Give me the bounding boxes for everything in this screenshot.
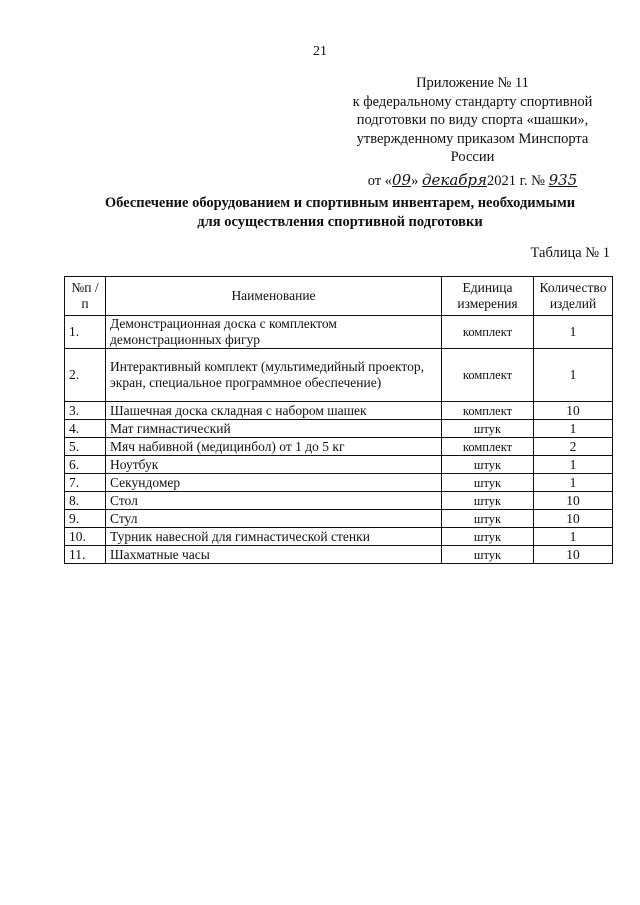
row-num: 6.: [65, 456, 106, 474]
table-row: [65, 474, 613, 492]
row-unit: штук: [442, 492, 534, 510]
row-qty: 10: [534, 402, 613, 420]
table-row: [65, 492, 613, 510]
date-year: 2021 г. №: [486, 172, 549, 189]
header-name: Наименование: [106, 277, 442, 316]
table-row: [65, 528, 613, 546]
table-row: [65, 316, 613, 349]
row-name: Секундомер: [106, 474, 442, 492]
date-prefix: от «: [367, 172, 393, 189]
row-qty: 1: [534, 316, 613, 349]
table-row: [65, 402, 613, 420]
table-row: [65, 438, 613, 456]
appendix-line-2: к федеральному стандарту спортивной: [352, 93, 593, 110]
row-qty: 10: [534, 510, 613, 528]
row-unit: штук: [442, 456, 534, 474]
appendix-line-3: подготовки по виду спорта «шашки»,: [356, 112, 589, 128]
row-num: 11.: [65, 546, 106, 564]
row-name: Шахматные часы: [106, 546, 442, 564]
table-row: [65, 510, 613, 528]
row-num: 3.: [65, 402, 106, 420]
header-num: №п /п: [65, 277, 106, 316]
appendix-line-5: России: [450, 149, 495, 165]
table-row: [65, 456, 613, 474]
row-qty: 1: [534, 528, 613, 546]
handwritten-order-number: 935: [548, 170, 578, 189]
row-num: 7.: [65, 474, 106, 492]
order-date-line: [330, 171, 615, 191]
row-unit: комплект: [442, 349, 534, 402]
row-name: Шашечная доска складная с набором шашек: [106, 402, 442, 420]
row-num: 10.: [65, 528, 106, 546]
row-name: Стул: [106, 510, 442, 528]
row-unit: штук: [442, 528, 534, 546]
row-num: 4.: [65, 420, 106, 438]
row-qty: 1: [534, 349, 613, 402]
table-row: [65, 546, 613, 564]
date-mid: »: [411, 172, 422, 189]
header-qty: Количество изделий: [534, 277, 613, 316]
row-qty: 1: [534, 456, 613, 474]
row-qty: 10: [534, 492, 613, 510]
row-unit: комплект: [442, 402, 534, 420]
row-unit: штук: [442, 546, 534, 564]
row-name: Турник навесной для гимнастической стенки: [106, 528, 442, 546]
row-name: Интерактивный комплект (мультимедийный проектор, экран, специальное программное обеспечение): [106, 349, 442, 402]
row-unit: штук: [442, 510, 534, 528]
row-num: 5.: [65, 438, 106, 456]
appendix-header: [330, 74, 615, 190]
row-qty: 1: [534, 474, 613, 492]
title-line-2: для осуществления спортивной подготовки: [197, 214, 483, 230]
row-num: 1.: [65, 316, 106, 349]
appendix-line-1: Приложение № 11: [416, 75, 529, 91]
row-name: Стол: [106, 492, 442, 510]
row-name: Ноутбук: [106, 456, 442, 474]
appendix-line-4: утвержденному приказом Минспорта: [356, 130, 589, 147]
row-name: Мат гимнастический: [106, 420, 442, 438]
row-name: Мяч набивной (медицинбол) от 1 до 5 кг: [106, 438, 442, 456]
row-unit: комплект: [442, 438, 534, 456]
handwritten-month: декабря: [421, 170, 487, 189]
equipment-table: [64, 276, 613, 564]
row-unit: комплект: [442, 316, 534, 349]
table-row: [65, 349, 613, 402]
document-title: [40, 194, 640, 232]
row-num: 8.: [65, 492, 106, 510]
handwritten-day: 09: [392, 170, 412, 189]
row-unit: штук: [442, 474, 534, 492]
row-qty: 10: [534, 546, 613, 564]
row-name: Демонстрационная доска с комплектом демонстрационных фигур: [106, 316, 442, 349]
row-num: 2.: [65, 349, 106, 402]
header-unit: Единица измерения: [442, 277, 534, 316]
table-row: [65, 420, 613, 438]
row-unit: штук: [442, 420, 534, 438]
table-header-row: [65, 277, 613, 316]
table-label: Таблица № 1: [530, 245, 610, 261]
row-qty: 1: [534, 420, 613, 438]
title-line-1: Обеспечение оборудованием и спортивным инвентарем, необходимыми: [104, 195, 576, 211]
page-number: 21: [313, 44, 327, 59]
row-num: 9.: [65, 510, 106, 528]
row-qty: 2: [534, 438, 613, 456]
